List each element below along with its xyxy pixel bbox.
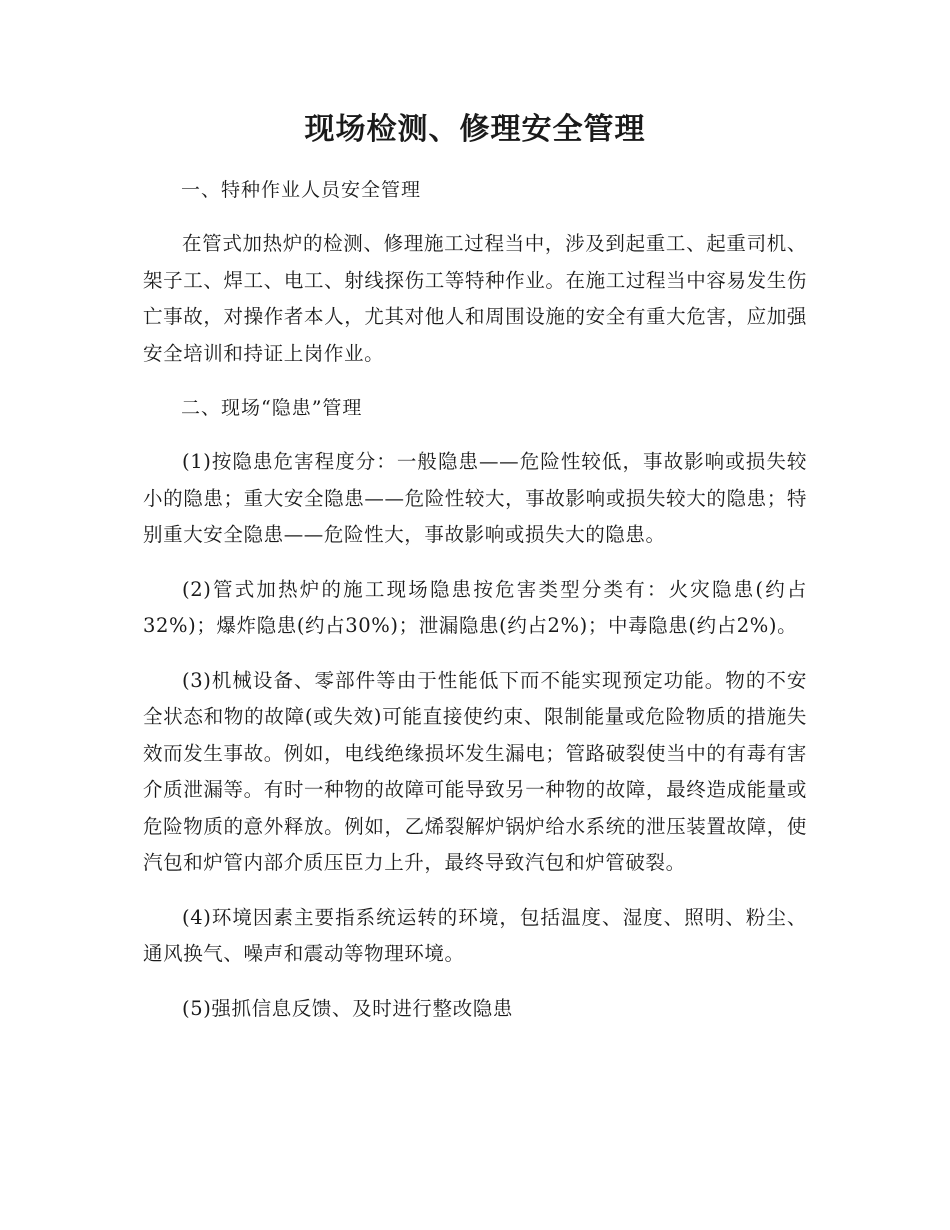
paragraph-environment: (4)环境因素主要指系统运转的环境，包括温度、湿度、照明、粉尘、通风换气、噪声和震动等物理环境。 (143, 905, 807, 965)
paragraph-hazard-types: (2)管式加热炉的施工现场隐患按危害类型分类有：火灾隐患(约占32%)；爆炸隐患(约占30%)；泄漏隐患(约占2%)；中毒隐患(约占2%)。 (143, 577, 807, 637)
document-title: 现场检测、修理安全管理 (304, 112, 646, 147)
paragraph-special-operations: 在管式加热炉的检测、修理施工过程当中，涉及到起重工、起重司机、架子工、焊工、电工、射线探伤工等特种作业。在施工过程当中容易发生伤亡事故，对操作者本人，尤其对他人和周围设施的安全有重大危害，应加强安全培训和持证上岗作业。 (143, 232, 807, 365)
paragraph-hazard-levels: (1)按隐患危害程度分：一般隐患——危险性较低，事故影响或损失较小的隐患；重大安全隐患——危险性较大，事故影响或损失较大的隐患；特别重大安全隐患——危险性大，事故影响或损失大的隐患。 (143, 450, 807, 546)
document-page (143, 108, 807, 1045)
section-heading-2: 二、现场“隐患”管理 (181, 397, 363, 419)
paragraph-feedback: (5)强抓信息反馈、及时进行整改隐患 (182, 996, 513, 1020)
section-heading-1: 一、特种作业人员安全管理 (181, 179, 422, 201)
paragraph-equipment-failure: (3)机械设备、零部件等由于性能低下而不能实现预定功能。物的不安全状态和物的故障(或失效)可能直接使约束、限制能量或危险物质的措施失效而发生事故。例如，电线绝缘损坏发生漏电；管路破裂使当中的有毒有害介质泄漏等。有时一种物的故障可能导致另一种物的故障，最终造成能量或危险物质的意外释放。例如，乙烯裂解炉锅炉给水系统的泄压装置故障，使汽包和炉管内部介质压臣力上升，最终导致汽包和炉管破裂。 (143, 668, 807, 874)
